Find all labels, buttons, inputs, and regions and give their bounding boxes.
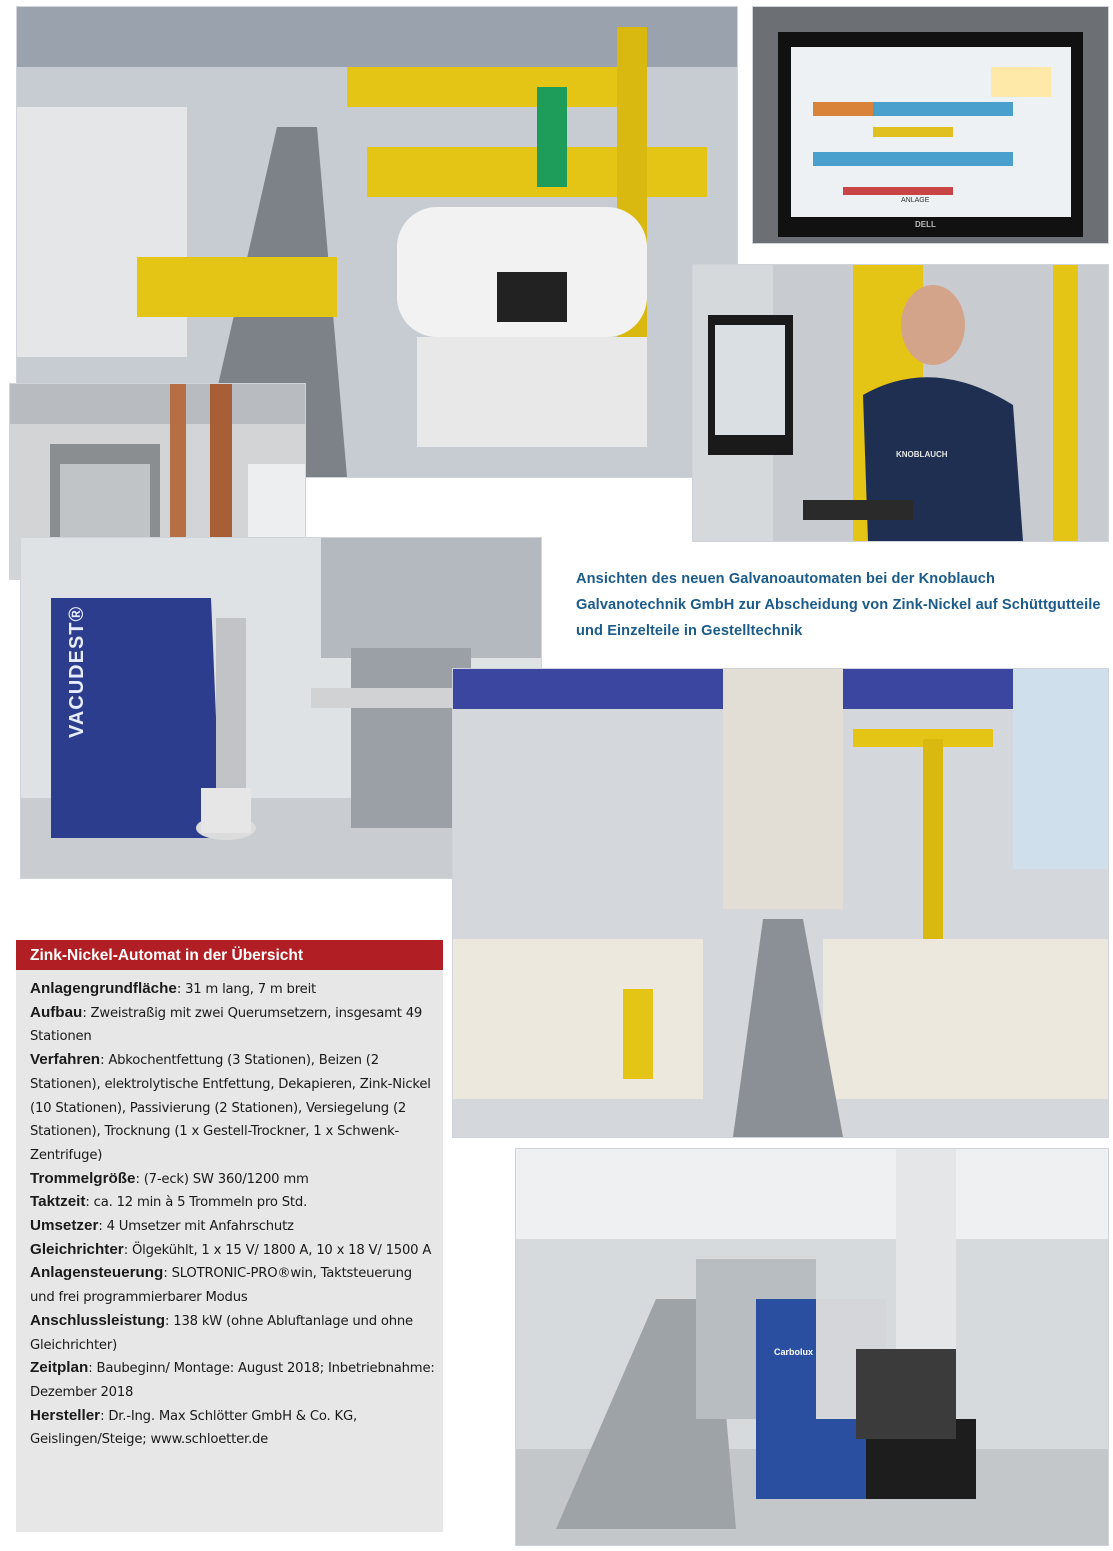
spec-item — [30, 1002, 437, 1049]
spec-value: : Baubeginn/ Montage: August 2018; Inbetriebnahme: Dezember 2018 — [30, 1361, 435, 1400]
spec-label: Anlagensteuerung — [30, 1264, 164, 1282]
photo-carbolux-unit — [515, 1148, 1109, 1546]
spec-item — [30, 1357, 437, 1404]
spec-item — [30, 978, 437, 1002]
spec-label: Taktzeit — [30, 1193, 86, 1211]
infobox-list — [16, 970, 443, 1452]
photo-tank-line-overhead — [452, 668, 1109, 1138]
spec-item — [30, 1049, 437, 1168]
jacket-badge: KNOBLAUCH — [896, 450, 948, 459]
spec-item — [30, 1310, 437, 1357]
spec-item — [30, 1262, 437, 1309]
spec-value: : SLOTRONIC-PRO®win, Taktsteuerung und frei programmierbarer Modus — [30, 1266, 412, 1306]
spec-label: Anlagengrundfläche — [30, 980, 177, 997]
spec-label: Anschlussleistung — [30, 1311, 166, 1329]
spec-item — [30, 1405, 437, 1452]
spec-item — [30, 1239, 437, 1263]
spec-value: : 31 m lang, 7 m breit — [176, 982, 317, 997]
spec-value: : 4 Umsetzer mit Anfahrschutz — [98, 1219, 294, 1235]
monitor-brand: DELL — [915, 220, 936, 229]
spec-label: Hersteller — [30, 1406, 101, 1424]
spec-label: Zeitplan — [30, 1359, 89, 1377]
spec-item — [30, 1191, 437, 1215]
spec-value: : 138 kW (ohne Abluftanlage und ohne Gleichrichter) — [30, 1313, 413, 1353]
spec-value: : Abkochentfettung (3 Stationen), Beizen (2 Stationen), elektrolytische Entfettung, Dekapieren, Zink-Nickel (10 Stationen), Passivierung (2 Stationen), Versiegelung (2 Stationen), Trocknung (1 x Gestell-Trockner, 1 x Schwenk-Zentrifuge) — [30, 1053, 431, 1163]
spec-label: Gleichrichter — [30, 1240, 124, 1258]
figure-caption: Ansichten des neuen Galvanoautomaten bei der Knoblauch Galvanotechnik GmbH zur Abscheidung von Zink-Nickel auf Schüttgutteile und Einzelteile in Gestelltechnik — [576, 571, 1101, 639]
screen-label: ANLAGE — [901, 197, 930, 204]
spec-value: : Dr.-Ing. Max Schlötter GmbH & Co. KG, Geislingen/Steige; www.schloetter.de — [30, 1408, 357, 1448]
spec-value: : ca. 12 min à 5 Trommeln pro Std. — [85, 1195, 308, 1211]
spec-label: Verfahren — [30, 1051, 101, 1069]
infobox-title: Zink-Nickel-Automat in der Übersicht — [16, 940, 443, 970]
photo-worker-terminal — [692, 264, 1109, 542]
carbolux-brand: Carbolux — [774, 1347, 814, 1357]
spec-label: Aufbau — [30, 1003, 83, 1021]
spec-label: Umsetzer — [30, 1217, 99, 1235]
photo-control-screen — [752, 6, 1109, 244]
spec-value: : Ölgekühlt, 1 x 15 V/ 1800 A, 10 x 18 V/ 1500 A — [123, 1242, 432, 1258]
vacudest-brand: VACUDEST® — [66, 605, 88, 738]
spec-infobox — [16, 940, 443, 1532]
spec-value: : (7-eck) SW 360/1200 mm — [135, 1171, 309, 1187]
spec-item — [30, 1215, 437, 1239]
spec-item — [30, 1168, 437, 1192]
spec-value: : Zweistraßig mit zwei Querumsetzern, insgesamt 49 Stationen — [30, 1005, 423, 1045]
spec-label: Trommelgröße — [30, 1169, 136, 1187]
